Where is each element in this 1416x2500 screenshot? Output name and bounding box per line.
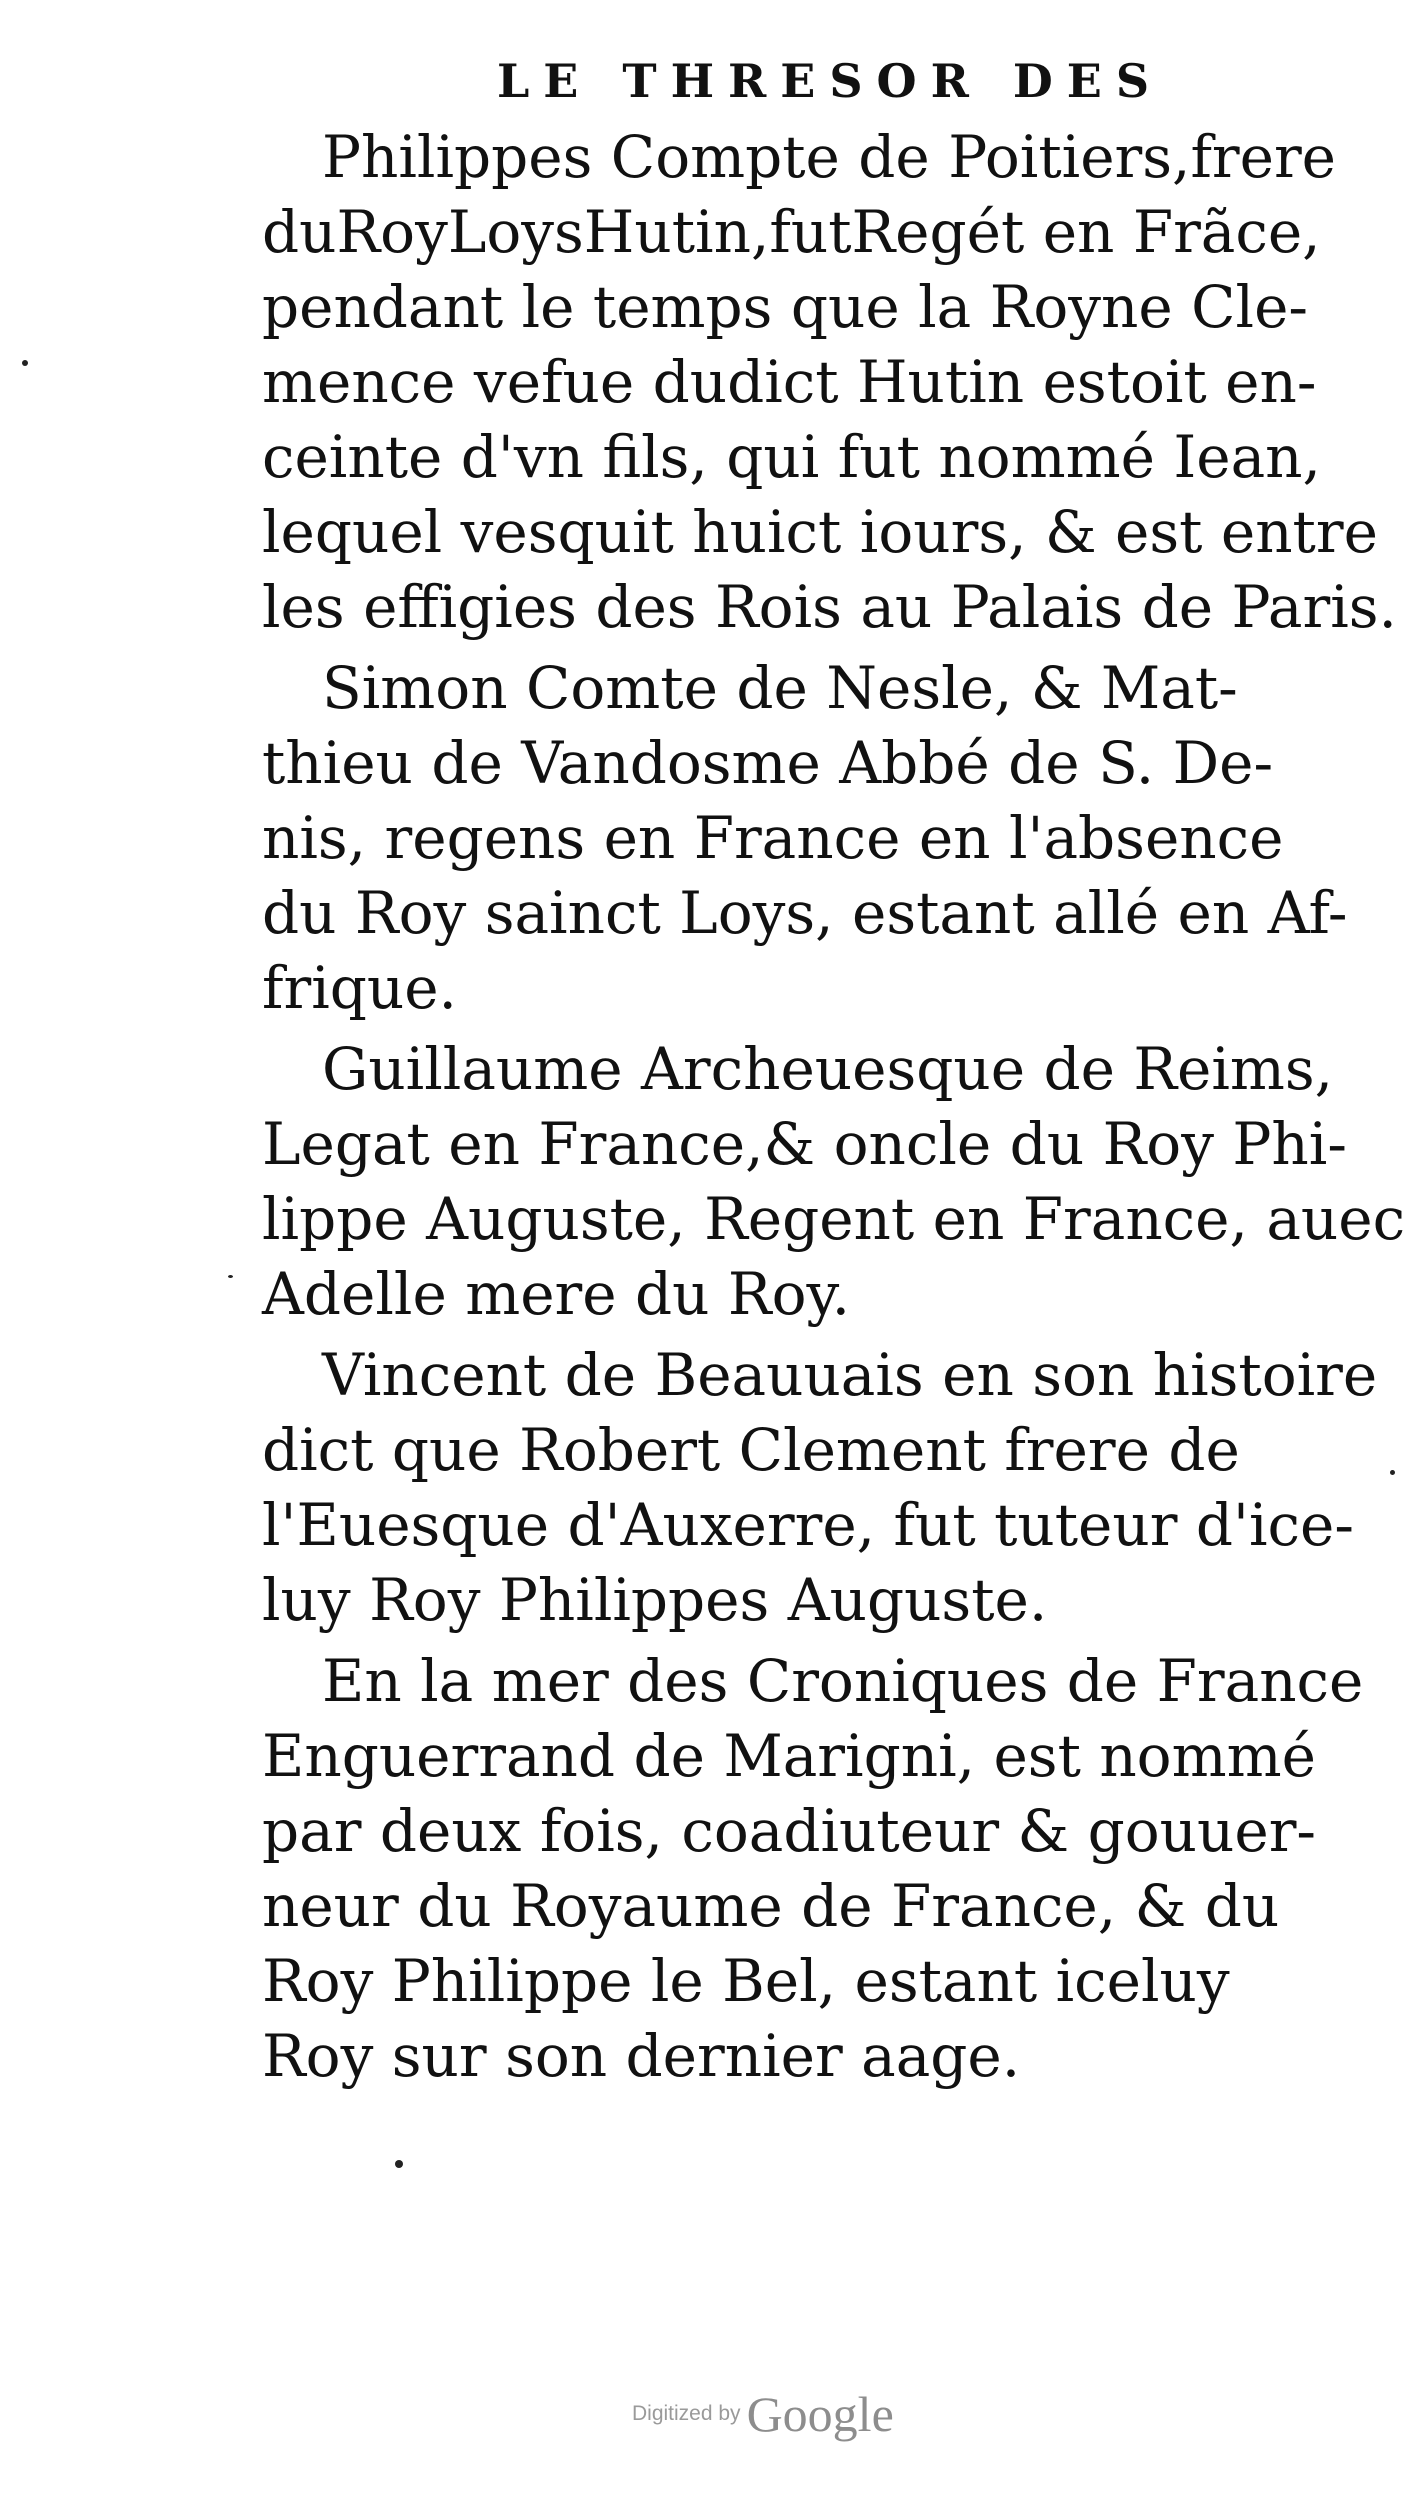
text-line: thieu de Vandosme Abbé de S. De-	[262, 729, 1274, 797]
text-line: frique.	[262, 954, 457, 1022]
text-line: lequel vesquit huict iours, & est entre	[262, 498, 1378, 566]
text-line: Legat en France,& oncle du Roy Phi-	[262, 1110, 1347, 1178]
paragraph-enguerrand	[262, 1644, 1364, 2094]
paragraph-simon	[262, 651, 1352, 1026]
text-line: nis, regens en France en l'absence	[262, 804, 1284, 872]
digitized-by-label: Digitized by	[632, 2402, 741, 2425]
paragraph-philippes	[262, 120, 1397, 645]
text-line: par deux fois, coadiuteur & gouuer-	[262, 1797, 1317, 1865]
text-line: duRoyLoysHutin,futRegét en Frãce,	[262, 198, 1321, 266]
text-line: ceinte d'vn fils, qui fut nommé Iean,	[262, 423, 1321, 491]
text-line: neur du Royaume de France, & du	[262, 1872, 1280, 1940]
text-line: Simon Comte de Nesle, & Mat-	[322, 654, 1238, 722]
text-line: l'Euesque d'Auxerre, fut tuteur d'ice-	[262, 1491, 1354, 1559]
text-line: Philippes Compte de Poitiers,frere	[322, 123, 1337, 191]
text-line: Adelle mere du Roy.	[262, 1260, 851, 1328]
running-title: LE THRESOR DES	[496, 54, 1164, 108]
body-text	[262, 120, 1406, 2094]
text-line: Vincent de Beauuais en son histoire	[322, 1341, 1378, 1409]
text-line: Roy Philippe le Bel, estant iceluy	[262, 1947, 1230, 2015]
paragraph-vincent	[262, 1338, 1378, 1638]
text-line: luy Roy Philippes Auguste.	[262, 1566, 1048, 1634]
scan-speck	[228, 1275, 233, 1278]
paragraph-guillaume	[262, 1032, 1406, 1332]
text-line: Guillaume Archeuesque de Reims,	[322, 1035, 1334, 1103]
scan-speck	[22, 360, 28, 366]
text-line: pendant le temps que la Royne Cle-	[262, 273, 1309, 341]
text-line: Roy sur son dernier aage.	[262, 2022, 1021, 2090]
text-line: dict que Robert Clement frere de	[262, 1416, 1240, 1484]
text-line: les effigies des Rois au Palais de Paris.	[262, 573, 1397, 641]
text-line: du Roy sainct Loys, estant allé en Af-	[262, 879, 1348, 947]
text-line: En la mer des Croniques de France	[322, 1647, 1364, 1715]
text-line: mence vefue dudict Hutin estoit en-	[262, 348, 1317, 416]
scan-speck	[1390, 1470, 1395, 1475]
scan-speck	[395, 2160, 403, 2168]
text-line: Enguerrand de Marigni, est nommé	[262, 1722, 1316, 1790]
digitized-by-watermark	[632, 2385, 894, 2443]
google-logo: Google	[746, 2386, 894, 2442]
text-line: lippe Auguste, Regent en France, auec	[262, 1185, 1406, 1253]
